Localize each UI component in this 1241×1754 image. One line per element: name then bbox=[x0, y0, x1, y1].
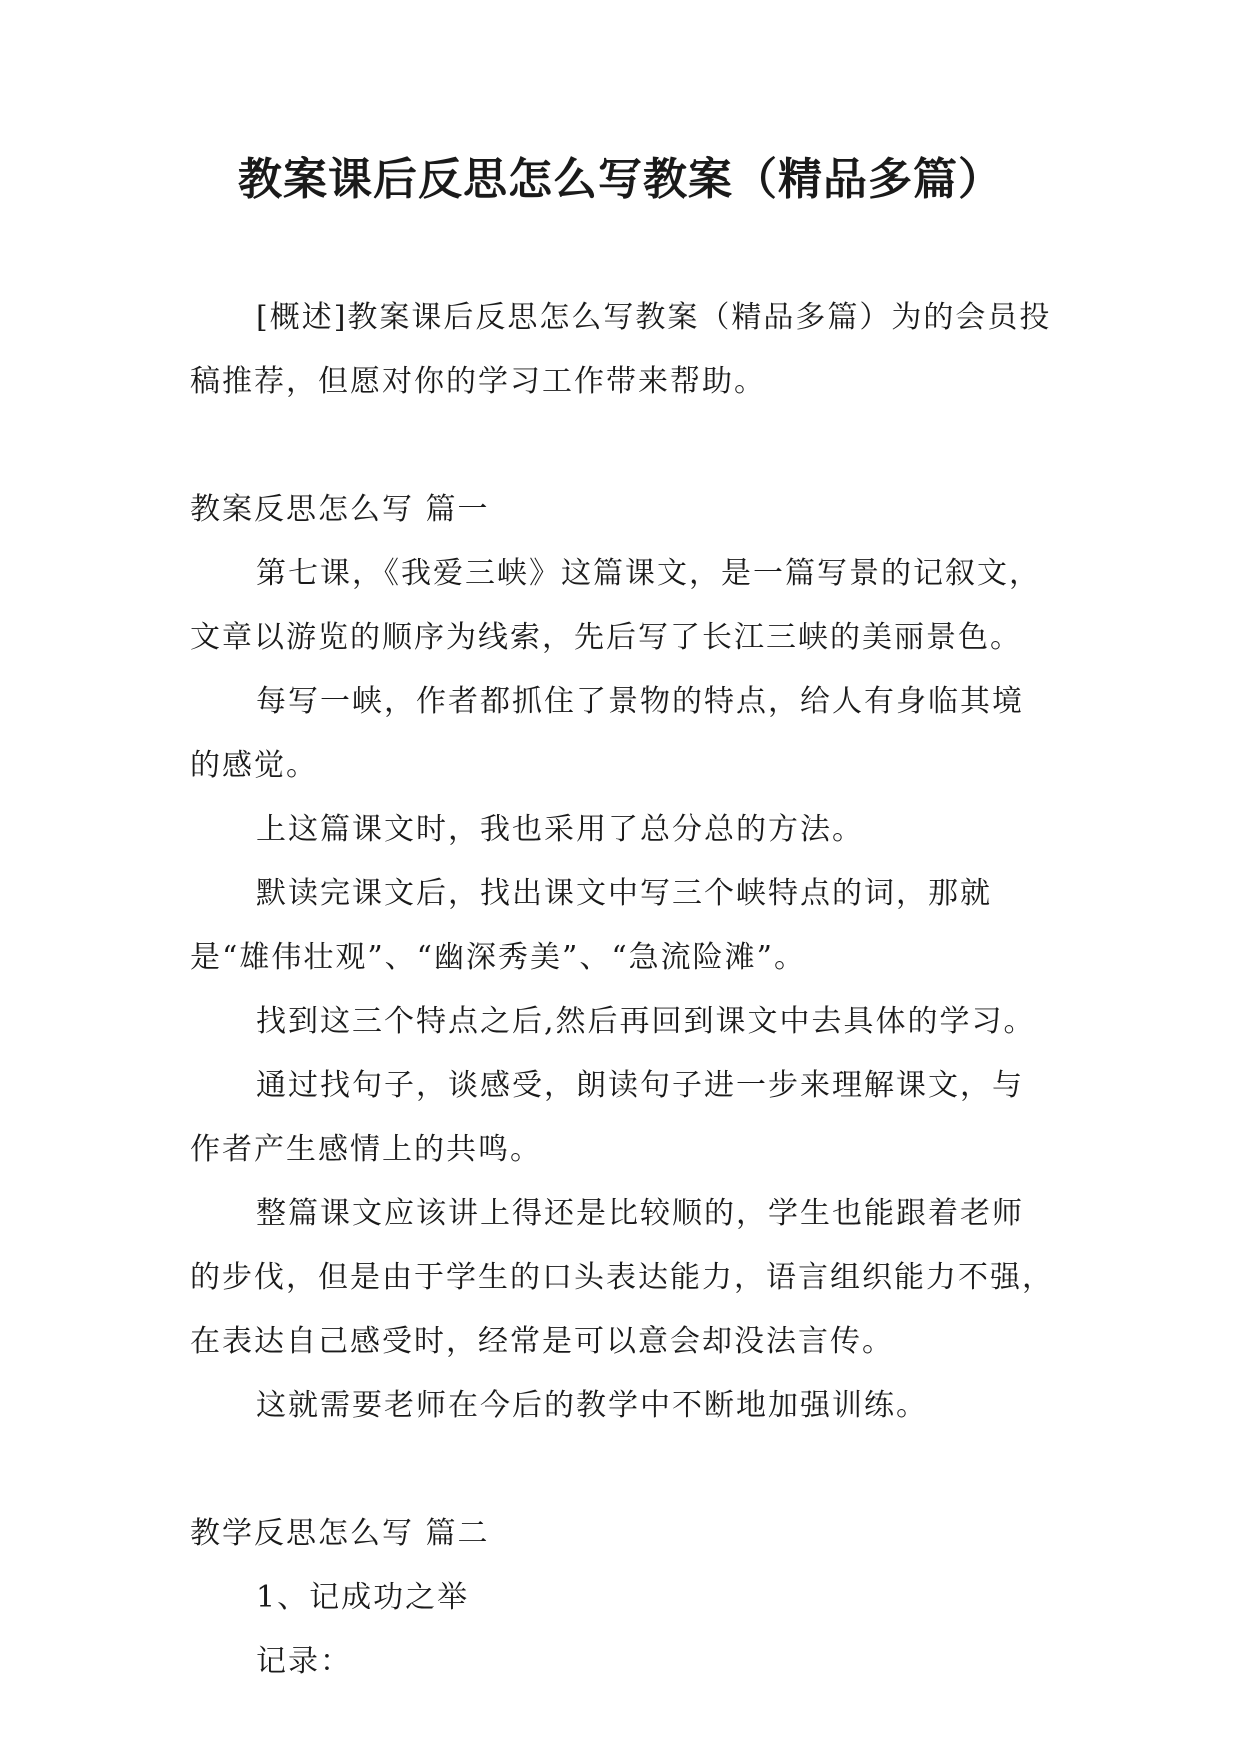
body-paragraph: 第七课，《我爱三峡》这篇课文，是一篇写景的记叙文，文章以游览的顺序为线索，先后写了长江三峡的美丽景色。 bbox=[190, 556, 1041, 655]
body-paragraph: 通过找句子，谈感受，朗读句子进一步来理解课文，与作者产生感情上的共鸣。 bbox=[190, 1068, 1024, 1167]
body-paragraph: 记录： bbox=[256, 1644, 352, 1679]
section-heading: 教学反思怎么写 篇二 bbox=[190, 1516, 490, 1551]
section-heading: 教案反思怎么写 篇一 bbox=[190, 492, 490, 527]
document-title: 教案课后反思怎么写教案（精品多篇） bbox=[238, 154, 1003, 205]
body-paragraph: 1、记成功之举 bbox=[256, 1580, 470, 1615]
body-paragraph: 这就需要老师在今后的教学中不断地加强训练。 bbox=[256, 1388, 928, 1423]
body-paragraph: 整篇课文应该讲上得还是比较顺的，学生也能跟着老师的步伐，但是由于学生的口头表达能力，语言组织能力不强，在表达自己感受时，经常是可以意会却没法言传。 bbox=[190, 1196, 1054, 1359]
document-body bbox=[190, 286, 1055, 1694]
body-paragraph: 上这篇课文时，我也采用了总分总的方法。 bbox=[256, 812, 864, 847]
body-paragraph: 找到这三个特点之后,然后再回到课文中去具体的学习。 bbox=[256, 1004, 1036, 1039]
spacer bbox=[190, 1438, 1055, 1502]
spacer bbox=[190, 414, 1055, 478]
body-paragraph: 默读完课文后，找出课文中写三个峡特点的词，那就是“雄伟壮观”、“幽深秀美”、“急流险滩”。 bbox=[190, 876, 992, 975]
summary-paragraph: [概述]教案课后反思怎么写教案（精品多篇）为的会员投稿推荐，但愿对你的学习工作带来帮助。 bbox=[190, 300, 1052, 399]
body-paragraph: 每写一峡，作者都抓住了景物的特点，给人有身临其境的感觉。 bbox=[190, 684, 1024, 783]
